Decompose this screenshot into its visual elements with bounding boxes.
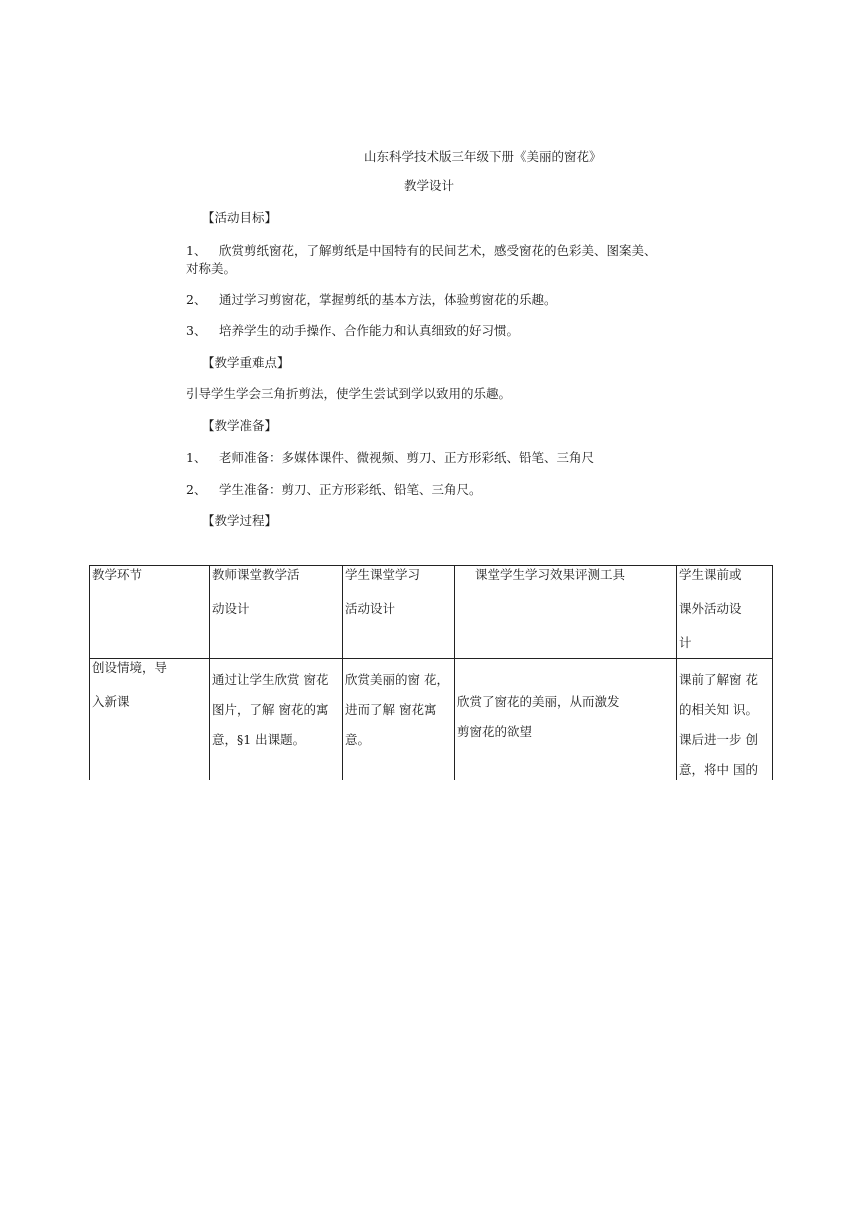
row-student-line-3: 意。 <box>345 732 371 747</box>
header-teacher-line-2: 动设计 <box>212 601 250 616</box>
doc-title: 山东科学技术版三年级下册《美丽的窗花》 <box>364 149 602 164</box>
header-student-line-1: 学生课堂学习 <box>345 567 421 582</box>
row-extra-line-1: 课前了解窗 花 <box>679 672 758 687</box>
row-cell-stage <box>90 659 210 781</box>
goal-1-text-cont: 对称美。 <box>186 261 237 276</box>
doc-subtitle: 教学设计 <box>404 178 455 193</box>
key-points-heading: 【教学重难点】 <box>202 355 290 370</box>
row-cell-teacher-activity <box>210 659 343 781</box>
row-extra-line-2: 的相关知 识。 <box>679 702 758 717</box>
goal-2-text: 通过学习剪窗花，掌握剪纸的基本方法，体验剪窗花的乐趣。 <box>219 292 557 307</box>
process-heading: 【教学过程】 <box>202 513 278 528</box>
row-teacher-line-1: 通过让学生欣赏 窗花 <box>212 672 329 687</box>
key-points-text: 引导学生学会三角折剪法，使学生尝试到学以致用的乐趣。 <box>186 386 512 401</box>
prep-1-number: 1、 <box>186 450 207 465</box>
row-student-line-1: 欣赏美丽的窗 花， <box>345 672 449 687</box>
header-extra-line-2: 课外活动设 <box>679 601 742 616</box>
row-cell-assessment <box>455 659 677 781</box>
goals-heading: 【活动目标】 <box>202 210 278 225</box>
preparation-heading: 【教学准备】 <box>202 418 278 433</box>
header-cell-student-activity <box>343 566 455 659</box>
header-assessment-text: 课堂学生学习效果评测工具 <box>475 567 626 582</box>
table-row <box>90 659 773 781</box>
row-extra-line-4: 意，将中 国的 <box>679 762 758 777</box>
header-extra-line-3: 计 <box>679 635 692 650</box>
row-cell-student-activity <box>343 659 455 781</box>
header-cell-teacher-activity <box>210 566 343 659</box>
row-assessment-line-1: 欣赏了窗花的美丽，从而激发 <box>457 694 620 709</box>
header-cell-stage <box>90 566 210 659</box>
prep-2-number: 2、 <box>186 482 207 497</box>
prep-2-text: 学生准备：剪刀、正方形彩纸、铅笔、三角尺。 <box>219 482 482 497</box>
row-student-line-2: 进而了解 窗花寓 <box>345 702 437 717</box>
header-stage-text: 教学环节 <box>92 567 143 582</box>
header-cell-extra-activity <box>677 566 773 659</box>
prep-1-text: 老师准备：多媒体课件、微视频、剪刀、正方形彩纸、铅笔、三角尺 <box>219 450 595 465</box>
table-header-row <box>90 566 773 659</box>
header-teacher-line-1: 教师课堂教学活 <box>212 567 300 582</box>
row-teacher-line-3: 意，§1 出课题。 <box>212 732 306 747</box>
goal-1-number: 1、 <box>186 243 207 258</box>
goal-3-number: 3、 <box>186 323 207 338</box>
row-assessment-line-2: 剪窗花的欲望 <box>457 724 533 739</box>
row-stage-line-1: 创设情境，导 <box>92 660 168 675</box>
header-extra-line-1: 学生课前或 <box>679 567 742 582</box>
row-teacher-line-2: 图片，了解 窗花的寓 <box>212 702 329 717</box>
lesson-process-table <box>89 565 773 780</box>
header-cell-assessment <box>455 566 677 659</box>
goal-3-text: 培养学生的动手操作、合作能力和认真细致的好习惯。 <box>219 323 520 338</box>
goal-2-number: 2、 <box>186 292 207 307</box>
goal-1-text: 欣赏剪纸窗花，了解剪纸是中国特有的民间艺术，感受窗花的色彩美、图案美、 <box>219 243 657 258</box>
header-student-line-2: 活动设计 <box>345 601 396 616</box>
row-stage-line-2: 入新课 <box>92 694 130 709</box>
row-extra-line-3: 课后进一步 创 <box>679 732 758 747</box>
row-cell-extra-activity <box>677 659 773 781</box>
